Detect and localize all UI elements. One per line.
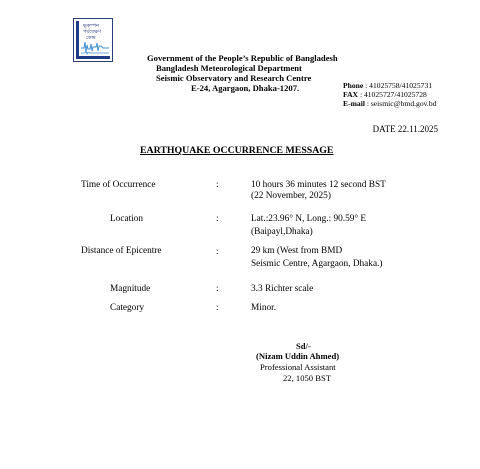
- contact-email: [343, 99, 436, 109]
- org-line-address: E-24, Agargaon, Dhaka-1207.: [191, 83, 300, 93]
- distance-colon: :: [216, 247, 219, 257]
- logo-text-3: কেন্দ্র: [86, 35, 96, 41]
- time-label: Time of Occurrence: [81, 180, 156, 190]
- phone-value: : 41025758/41025731: [365, 81, 433, 90]
- fax-value: : 41025727/41025728: [359, 90, 427, 99]
- time-colon: :: [216, 180, 219, 190]
- logo-text-1: ভূকম্পন: [83, 23, 100, 29]
- magnitude-value: 3.3 Richter scale: [251, 284, 314, 294]
- seismograph-logo-icon: [73, 18, 113, 62]
- page-title: EARTHQUAKE OCCURRENCE MESSAGE: [140, 145, 334, 156]
- email-value: : seismic@bmd.gov.bd: [366, 99, 437, 108]
- email-label: E-mail: [343, 99, 365, 108]
- distance-value-line1: 29 km (West from BMD: [251, 246, 343, 256]
- signature-sd: Sd/-: [296, 341, 311, 351]
- signature-time: 22, 1050 BST: [283, 373, 331, 383]
- fax-label: FAX: [343, 90, 359, 99]
- logo-graphic: [73, 18, 113, 62]
- signature-name: (Nizam Uddin Ahmed): [256, 351, 340, 361]
- distance-label: Distance of Epicentre: [81, 246, 162, 256]
- location-value-line1: Lat.:23.96° N, Long.: 90.59° E: [251, 214, 367, 224]
- org-line-centre: Seismic Observatory and Research Centre: [156, 73, 312, 83]
- category-value: Minor.: [251, 303, 277, 313]
- message-date: DATE 22.11.2025: [372, 124, 438, 134]
- time-value-line2: (22 November, 2025): [251, 191, 331, 201]
- time-value-line1: 10 hours 36 minutes 12 second BST: [251, 180, 386, 190]
- location-label: Location: [110, 214, 144, 224]
- signature-designation: Professional Assistant: [260, 362, 336, 372]
- logo-text-2: পর্যবেক্ষণ: [83, 29, 102, 35]
- location-value-line2: (Baipayl,Dhaka): [251, 227, 313, 237]
- distance-value-line2: Seismic Centre, Agargaon, Dhaka.): [251, 259, 383, 269]
- org-line-department: Bangladesh Meteorological Department: [156, 63, 302, 73]
- category-label: Category: [110, 303, 145, 313]
- location-colon: :: [216, 214, 219, 224]
- phone-label: Phone: [343, 81, 364, 90]
- magnitude-colon: :: [216, 284, 219, 294]
- category-colon: :: [216, 303, 219, 313]
- magnitude-label: Magnitude: [110, 284, 151, 294]
- org-line-government: Government of the People’s Republic of Bangladesh: [147, 53, 338, 63]
